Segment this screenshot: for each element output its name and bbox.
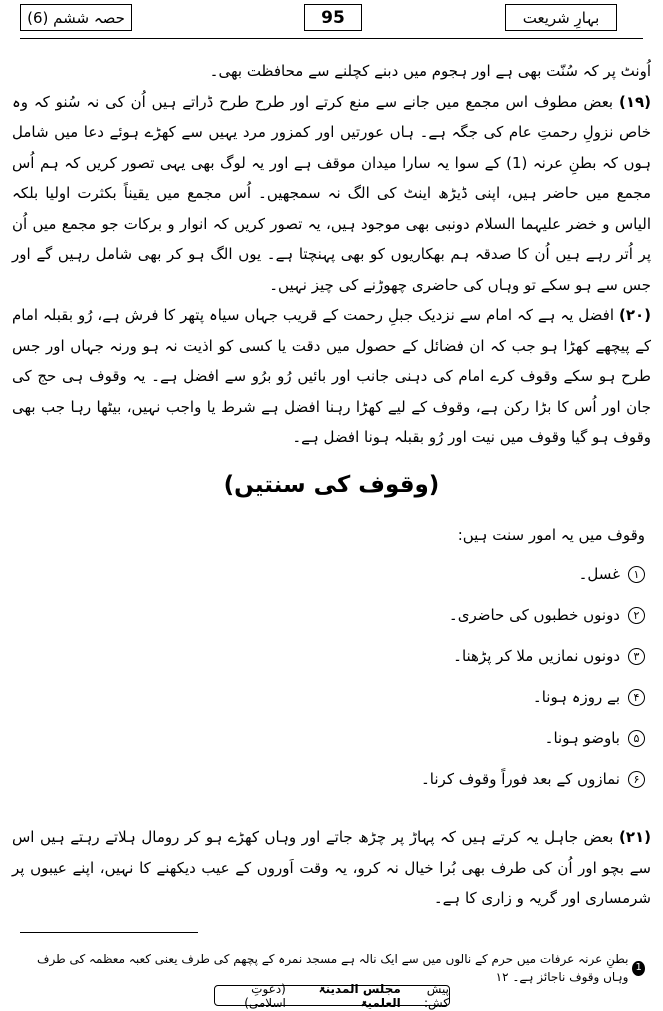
page-number: 95 <box>321 7 345 28</box>
footnote-text: بطنِ عرنہ عرفات میں حرم کے نالوں میں سے ایک نالہ ہے مسجد نمرہ کے پچھم کی طرف یعنی کعبہ معظمہ کی طرف وہاں وقوف ناجائز ہے۔ ۱۲ <box>37 952 629 984</box>
body-text <box>12 56 651 453</box>
section-heading: (وقوف کی سنتیں) <box>223 472 440 498</box>
list-item <box>20 718 645 759</box>
list-item-text: باوضو ہونا۔ <box>544 729 620 747</box>
paragraph-21 <box>12 822 651 914</box>
section-label: حصہ ششم (6) <box>27 8 125 27</box>
list-item-text: نمازوں کے بعد فوراً وقوف کرنا۔ <box>421 770 620 788</box>
list-item-text: دونوں خطبوں کی حاضری۔ <box>448 606 620 624</box>
list-item <box>20 554 645 595</box>
list-item-text: بے روزہ ہونا۔ <box>532 688 620 706</box>
list-item <box>20 595 645 636</box>
paragraph-text: افضل یہ ہے کہ امام سے نزدیک جبلِ رحمت کے قریب جہاں سیاہ پتھر کا فرش ہے، رُو بقبلہ امام کے پیچھے کھڑا ہو جب کہ ان فضائل کے حصول میں دقت یا کسی کو اذیت نہ ہو ورنہ جہاں اور جس طرح ہو سکے وقوف کرے امام کی دہنی جانب اور بائیں رُو برُو سے افضل ہے۔ یہ وقوف ہی حج کی جان اور اُس کا بڑا رکن ہے، وقوف کے لیے کھڑا رہنا افضل ہے شرط یا واجب نہیں، بیٹھا رہا جب بھی وقوف ہو گیا وقوف میں نیت اور رُو بقبلہ ہونا افضل ہے۔ <box>12 306 651 446</box>
list-item <box>20 759 645 800</box>
paragraph-text: بعض جاہل یہ کرتے ہیں کہ پہاڑ پر چڑھ جاتے اور وہاں کھڑے ہو کر رومال ہلاتے رہتے ہیں اس سے بچو اور اُن کی طرف بھی بُرا خیال نہ کرو، یہ وقت اَوروں کے عیب دیکھنے کا نہیں، اپنے عیبوں پر شرمساری اور گریہ و زاری کا ہے۔ <box>12 828 651 907</box>
footnote-rule <box>20 932 198 933</box>
circled-number-icon: ۲ <box>628 607 645 624</box>
closing-text <box>12 822 651 914</box>
paragraph-number: (۱۹) <box>618 92 651 111</box>
list-item <box>20 636 645 677</box>
paragraph-text: اُونٹ پر کہ سُنّت بھی ہے اور ہجوم میں دبنے کچلنے سے محافظت بھی۔ <box>209 62 651 80</box>
list-intro: وقوف میں یہ امور سنت ہیں: <box>457 526 645 544</box>
circled-number-icon: ۵ <box>628 730 645 747</box>
footer-org: مجلس المدینۃ العلمیۃ <box>318 981 401 1010</box>
footer-suffix: (دعوتِ اسلامی) <box>244 981 286 1010</box>
paragraph-19 <box>12 87 651 301</box>
paragraph-continuation <box>12 56 651 87</box>
paragraph-text: بعض مطوف اس مجمع میں جانے سے منع کرتے اور طرح طرح ڈراتے ہیں اُن کی نہ سُنو کہ وہ خاص نزولِ رحمتِ عام کی جگہ ہے۔ ہاں عورتیں اور کمزور مرد یہیں سے کھڑے ہوئے دعا میں شامل ہوں کہ بطنِ عرنہ (1) کے سوا یہ سارا میدان موقف ہے اور یہ لوگ بھی یہی تصور کریں کہ ہم اُس مجمع میں حاضر ہیں، اپنی ڈیڑھ اینٹ کی الگ نہ سمجھیں۔ اُس مجمع میں یقیناً بکثرت اولیا بلکہ الیاس و خضر علیہما السلام دونبی بھی موجود ہیں، یہ تصور کریں کہ انوار و برکات جو مجمع میں اُن پر اُتر رہے ہیں اُن کا صدقہ ہم بھکاریوں کو بھی پہنچتا ہے۔ یوں الگ ہو کر بھی شامل رہیں گے اور جس سے ہو سکے تو وہاں کی حاضری چھوڑنے کی چیز نہیں۔ <box>12 92 651 294</box>
header-rule <box>20 38 643 39</box>
publisher-footer <box>214 981 450 1010</box>
footnote-marker-icon: 1 <box>632 961 645 976</box>
book-title-box <box>505 4 617 31</box>
book-title: بہارِ شریعت <box>522 8 600 27</box>
section-box <box>20 4 132 31</box>
paragraph-number: (۲۰) <box>618 306 651 324</box>
sunnah-list <box>20 516 645 800</box>
circled-number-icon: ۶ <box>628 771 645 788</box>
list-item <box>20 677 645 718</box>
paragraph-20 <box>12 300 651 453</box>
circled-number-icon: ۴ <box>628 689 645 706</box>
footer-prefix: پیش کش: <box>423 981 449 1010</box>
page-number-box <box>304 4 362 31</box>
circled-number-icon: ۳ <box>628 648 645 665</box>
paragraph-number: (۲۱) <box>618 828 651 846</box>
list-item-text: غسل۔ <box>578 565 620 583</box>
circled-number-icon: ۱ <box>628 566 645 583</box>
list-item-text: دونوں نمازیں ملا کر پڑھنا۔ <box>453 647 620 665</box>
